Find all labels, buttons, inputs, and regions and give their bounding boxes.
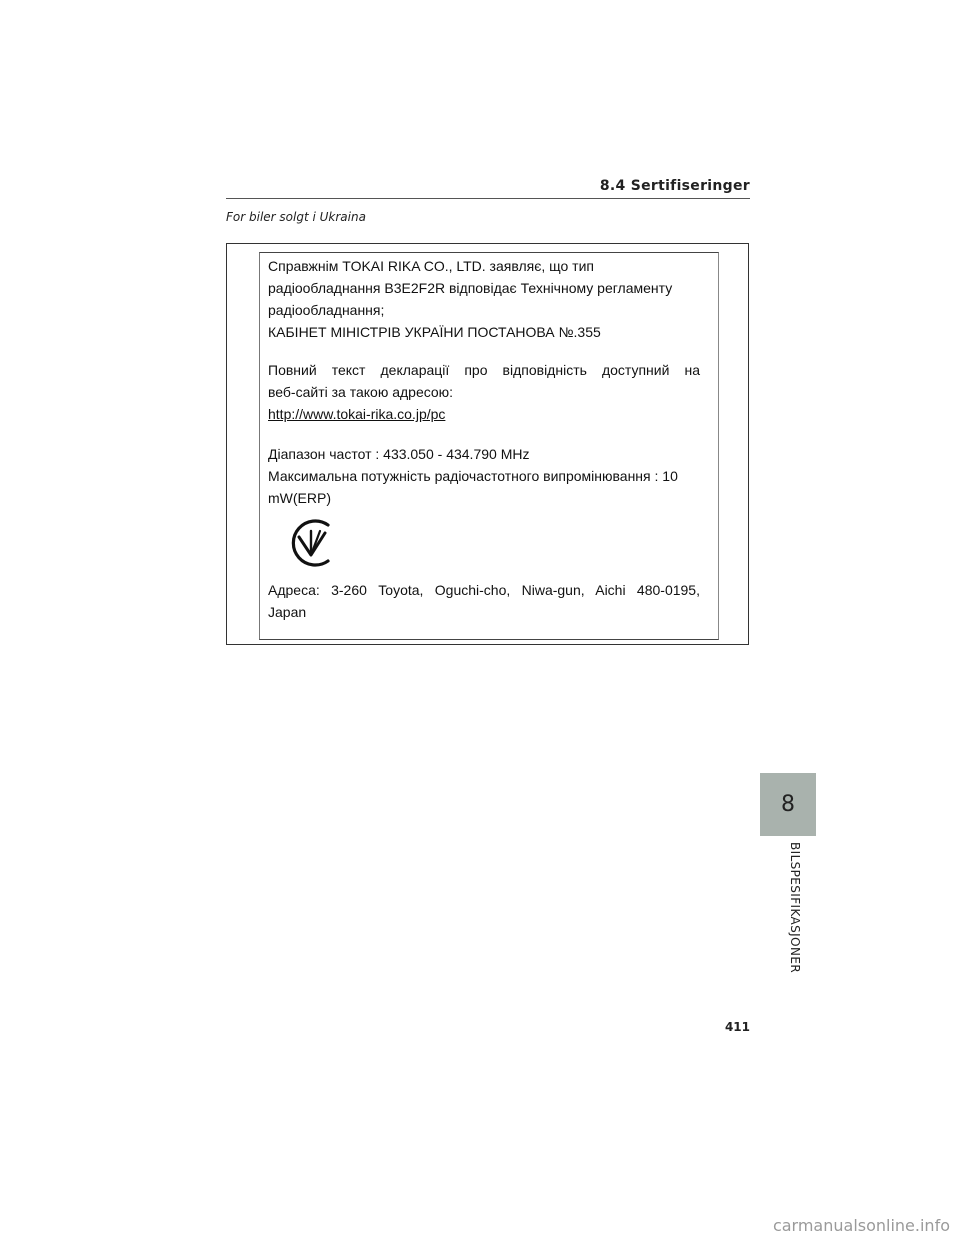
- certificate-box: [259, 252, 719, 640]
- cert-address-1: Адреса: 3-260 Toyota, Oguchi-cho, Niwa-gun, Aichi 480-0195,: [268, 582, 700, 598]
- cert-line-1: Справжнім TOKAI RIKA CO., LTD. заявляє, що тип: [268, 258, 594, 274]
- cert-line-3: радіообладнання;: [268, 302, 385, 318]
- cert-address-2: Japan: [268, 604, 307, 620]
- page-number: 411: [724, 1020, 750, 1034]
- cert-frequency: Діапазон частот : 433.050 - 434.790 MHz: [268, 446, 530, 462]
- cert-line-5: Повний текст декларації про відповідність доступний на: [268, 362, 700, 378]
- cert-power-2: mW(ERP): [268, 490, 331, 506]
- chapter-label: BILSPESIFIKASJONER: [788, 842, 802, 974]
- cert-line-2: радіообладнання B3E2F2R відповідає Технічному регламенту: [268, 280, 673, 296]
- watermark: carmanualsonline.info: [772, 1216, 950, 1235]
- header-rule: [226, 198, 750, 199]
- ukraine-conformity-mark-icon: [284, 515, 340, 571]
- cert-power-1: Максимальна потужність радіочастотного випромінювання : 10: [268, 468, 678, 484]
- certificate-figure: [226, 243, 749, 645]
- chapter-number: 8: [781, 792, 795, 817]
- section-header: 8.4 Sertifiseringer: [599, 178, 750, 194]
- cert-link: http://www.tokai-rika.co.jp/pc: [268, 406, 446, 422]
- cert-line-6: веб-сайті за такою адресою:: [268, 384, 454, 400]
- figure-caption: For biler solgt i Ukraina: [226, 210, 366, 224]
- cert-line-4: КАБІНЕТ МІНІСТРІВ УКРАЇНИ ПОСТАНОВА №.355: [268, 324, 601, 340]
- chapter-tab: [760, 773, 816, 836]
